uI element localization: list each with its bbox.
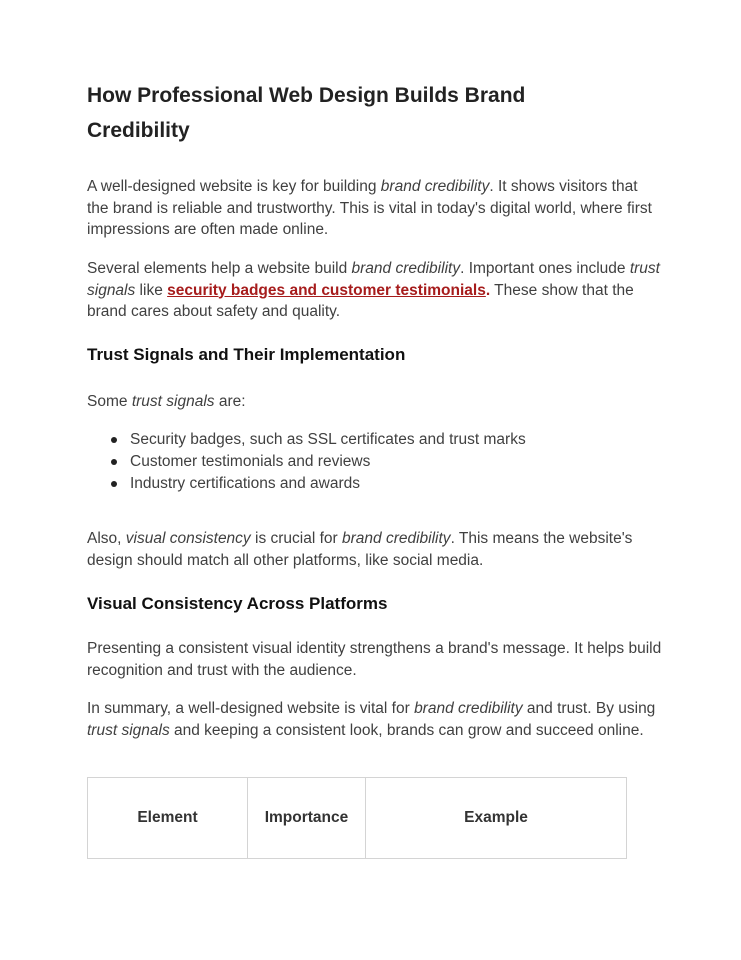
elements-text-1: Several elements help a website build — [87, 260, 352, 277]
summary-text-2: and trust. By using — [522, 700, 656, 717]
page-title: How Professional Web Design Builds Brand Credibility — [87, 84, 526, 142]
list-item: Industry certifications and awards — [87, 473, 526, 495]
table-header-element: Element — [88, 778, 248, 859]
list-item: Customer testimonials and reviews — [87, 451, 526, 473]
elements-text-3: like — [135, 281, 168, 299]
elements-text-5: These show that the brand cares about safety and quality. — [87, 281, 634, 320]
elements-text-2: . Important ones include — [460, 260, 630, 277]
elements-table — [87, 777, 627, 859]
intro-text-2: . It shows visitors that the brand is reliable and trustworthy. This is vital in today's digital world, where first impressions are often made online. — [87, 178, 652, 238]
intro-emphasis-brand-credibility: brand credibility — [380, 178, 490, 195]
intro-text-1: A well-designed website is key for building — [87, 178, 381, 195]
visual-consistency-paragraph — [87, 528, 662, 571]
also-text-2: is crucial for — [250, 530, 342, 547]
also-emphasis-brand-credibility: brand credibility — [342, 530, 451, 547]
security-badges-link[interactable]: security badges and customer testimonials — [167, 281, 486, 299]
elements-emphasis-brand-credibility: brand credibility — [351, 260, 461, 277]
also-text-1: Also, — [87, 530, 126, 547]
trust-signals-heading: Trust Signals and Their Implementation — [87, 345, 406, 364]
summary-emphasis-trust-signals: trust signals — [87, 721, 170, 739]
table-header-importance: Importance — [248, 778, 366, 859]
list-item: Security badges, such as SSL certificates and trust marks — [87, 429, 526, 451]
also-text-3: . This means the website's design should match all other platforms, like social media. — [87, 530, 633, 569]
summary-text-1: In summary, a well-designed website is vital for — [87, 700, 415, 717]
intro-paragraph — [87, 176, 662, 241]
visual-consistency-heading: Visual Consistency Across Platforms — [87, 594, 388, 613]
summary-text-3: and keeping a consistent look, brands can grow and succeed online. — [169, 721, 644, 739]
lead-text-1: Some — [87, 393, 132, 410]
trust-signals-lead — [87, 391, 662, 413]
also-emphasis-visual-consistency: visual consistency — [125, 530, 251, 547]
elements-paragraph — [87, 258, 662, 323]
lead-text-2: are: — [214, 393, 246, 410]
table-header-example: Example — [366, 778, 627, 859]
table-header-row — [88, 778, 627, 859]
summary-paragraph — [87, 698, 662, 741]
elements-emphasis-trust-signals: trust signals — [87, 260, 660, 299]
summary-emphasis-brand-credibility: brand credibility — [414, 700, 523, 717]
trust-signals-list — [87, 429, 526, 495]
lead-emphasis-trust-signals: trust signals — [131, 393, 215, 410]
elements-link-period: . — [485, 281, 491, 299]
visual-consistency-body: Presenting a consistent visual identity strengthens a brand's message. It helps build recognition and trust with the audience. — [87, 640, 662, 679]
